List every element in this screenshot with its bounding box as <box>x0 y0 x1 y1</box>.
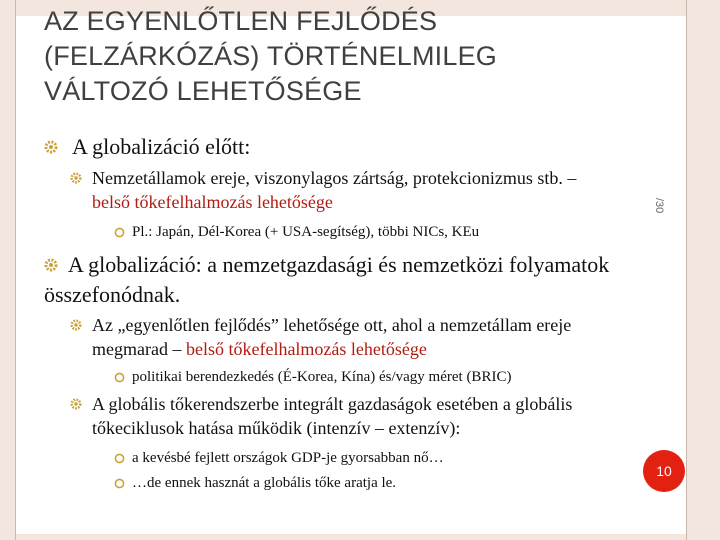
bullet-text-line: Nemzetállamok ereje, viszonylagos zártság, protekcionizmus stb. – <box>92 168 577 188</box>
gear-bullet-icon <box>44 140 58 154</box>
title-line-1: AZ EGYENLŐTLEN FEJLŐDÉS <box>44 6 438 36</box>
bullet-text: politikai berendezkedés (É-Korea, Kína) és/vagy méret (BRIC) <box>132 369 512 385</box>
gear-bullet-icon <box>114 478 125 489</box>
right-rule <box>686 0 687 540</box>
bottom-border <box>0 534 720 540</box>
bullet-global-capital-reaps <box>114 473 396 493</box>
bullet-text-line: tőkeciklusok hatása működik (intenzív – extenzív): <box>92 418 461 438</box>
bullet-nation-states <box>70 166 576 214</box>
bullet-text-line <box>92 337 571 361</box>
gear-bullet-icon <box>70 172 82 184</box>
left-border <box>0 0 16 540</box>
bullet-text: …de ennek hasznát a globális tőke aratja le. <box>132 475 397 491</box>
bullet-gdp-growth <box>114 448 444 468</box>
text-part: megmarad – <box>92 339 186 359</box>
bullet-globalization <box>44 250 609 310</box>
bullet-examples-japan <box>114 222 479 242</box>
bullet-text: a kevésbé fejlett országok GDP-je gyorsabban nő… <box>132 450 444 466</box>
gear-bullet-icon <box>70 319 82 331</box>
bullet-text-line: összefonódnak. <box>44 282 181 307</box>
gear-bullet-icon <box>114 453 125 464</box>
gear-bullet-icon <box>114 227 125 238</box>
bullet-text-line: A globális tőkerendszerbe integrált gazdaságok esetében a globális <box>92 394 573 414</box>
right-border <box>686 0 720 540</box>
left-rule <box>15 0 16 540</box>
bullet-global-capital <box>70 392 572 440</box>
gear-bullet-icon <box>70 398 82 410</box>
gear-bullet-icon <box>44 258 58 272</box>
bullet-uneven-development <box>70 313 571 361</box>
bullet-text-line: A globalizáció: a nemzetgazdasági és nemzetközi folyamatok <box>68 252 610 277</box>
gear-bullet-icon <box>114 372 125 383</box>
title-line-3: VÁLTOZÓ LEHETŐSÉGE <box>44 76 362 106</box>
bullet-text-line-highlight: belső tőkefelhalmozás lehetősége <box>92 192 333 212</box>
bullet-text: Pl.: Japán, Dél-Korea (+ USA-segítség), többi NICs, KEu <box>132 224 480 240</box>
slide-number-badge: 10 <box>643 450 685 492</box>
bullet-political-system <box>114 367 511 387</box>
slide-title <box>44 4 604 109</box>
bullet-text: A globalizáció előtt: <box>72 134 251 159</box>
bullet-text-line: Az „egyenlőtlen fejlődés” lehetősége ott, ahol a nemzetállam ereje <box>92 315 572 335</box>
bullet-globalization-before <box>44 132 250 162</box>
side-page-label: /30 <box>653 198 665 214</box>
title-line-2: (FELZÁRKÓZÁS) TÖRTÉNELMILEG <box>44 41 497 71</box>
text-part-highlight: belső tőkefelhalmozás lehetősége <box>185 339 427 359</box>
